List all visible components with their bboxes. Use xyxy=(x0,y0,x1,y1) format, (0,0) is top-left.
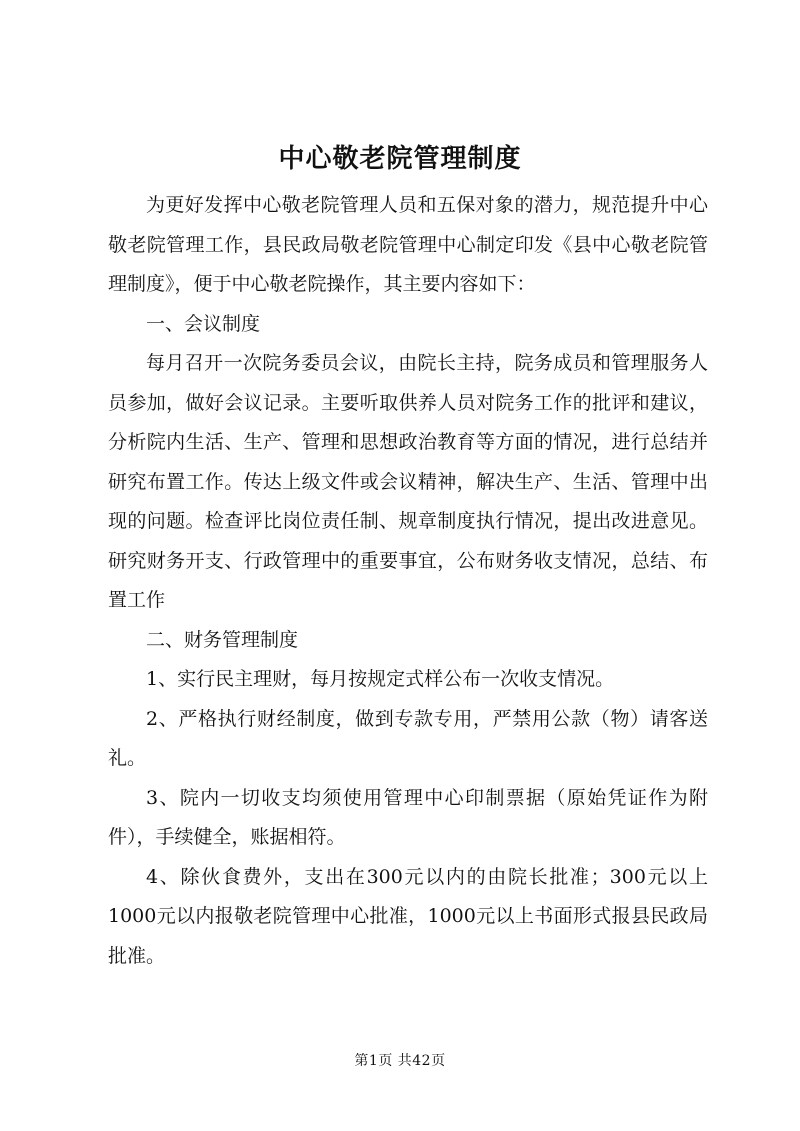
finance-item-3: 3、院内一切收支均须使用管理中心印制票据（原始凭证作为附件），手续健全，账据相符。 xyxy=(108,786,708,848)
section-heading-meeting: 一、会议制度 xyxy=(146,312,261,335)
page-footer: 第1页 共42页 xyxy=(354,1053,446,1069)
section-heading-finance: 二、财务管理制度 xyxy=(146,628,299,651)
finance-item-4: 4、除伙食费外，支出在300元以内的由院长批准；300元以上1000元以内报敬老院管理中心批准，1000元以上书面形式报县民政局批准。 xyxy=(108,865,708,967)
meeting-paragraph: 每月召开一次院务委员会议，由院长主持，院务成员和管理服务人员参加，做好会议记录。主要听取供养人员对院务工作的批评和建议，分析院内生活、生产、管理和思想政治教育等方面的情况，进行总结并研究布置工作。传达上级文件或会议精神，解决生产、生活、管理中出现的问题。检查评比岗位责任制、规章制度执行情况，提出改进意见。研究财务开支、行政管理中的重要事宜，公布财务收支情况，总结、布置工作 xyxy=(108,352,708,611)
finance-item-2: 2、严格执行财经制度，做到专款专用，严禁用公款（物）请客送礼。 xyxy=(108,707,708,769)
document-body xyxy=(108,186,708,976)
finance-item-1: 1、实行民主理财，每月按规定式样公布一次收支情况。 xyxy=(146,668,615,690)
document-title: 中心敬老院管理制度 xyxy=(278,144,522,174)
intro-paragraph: 为更好发挥中心敬老院管理人员和五保对象的潜力，规范提升中心敬老院管理工作，县民政局敬老院管理中心制定印发《县中心敬老院管理制度》，便于中心敬老院操作，其主要内容如下： xyxy=(108,194,708,295)
